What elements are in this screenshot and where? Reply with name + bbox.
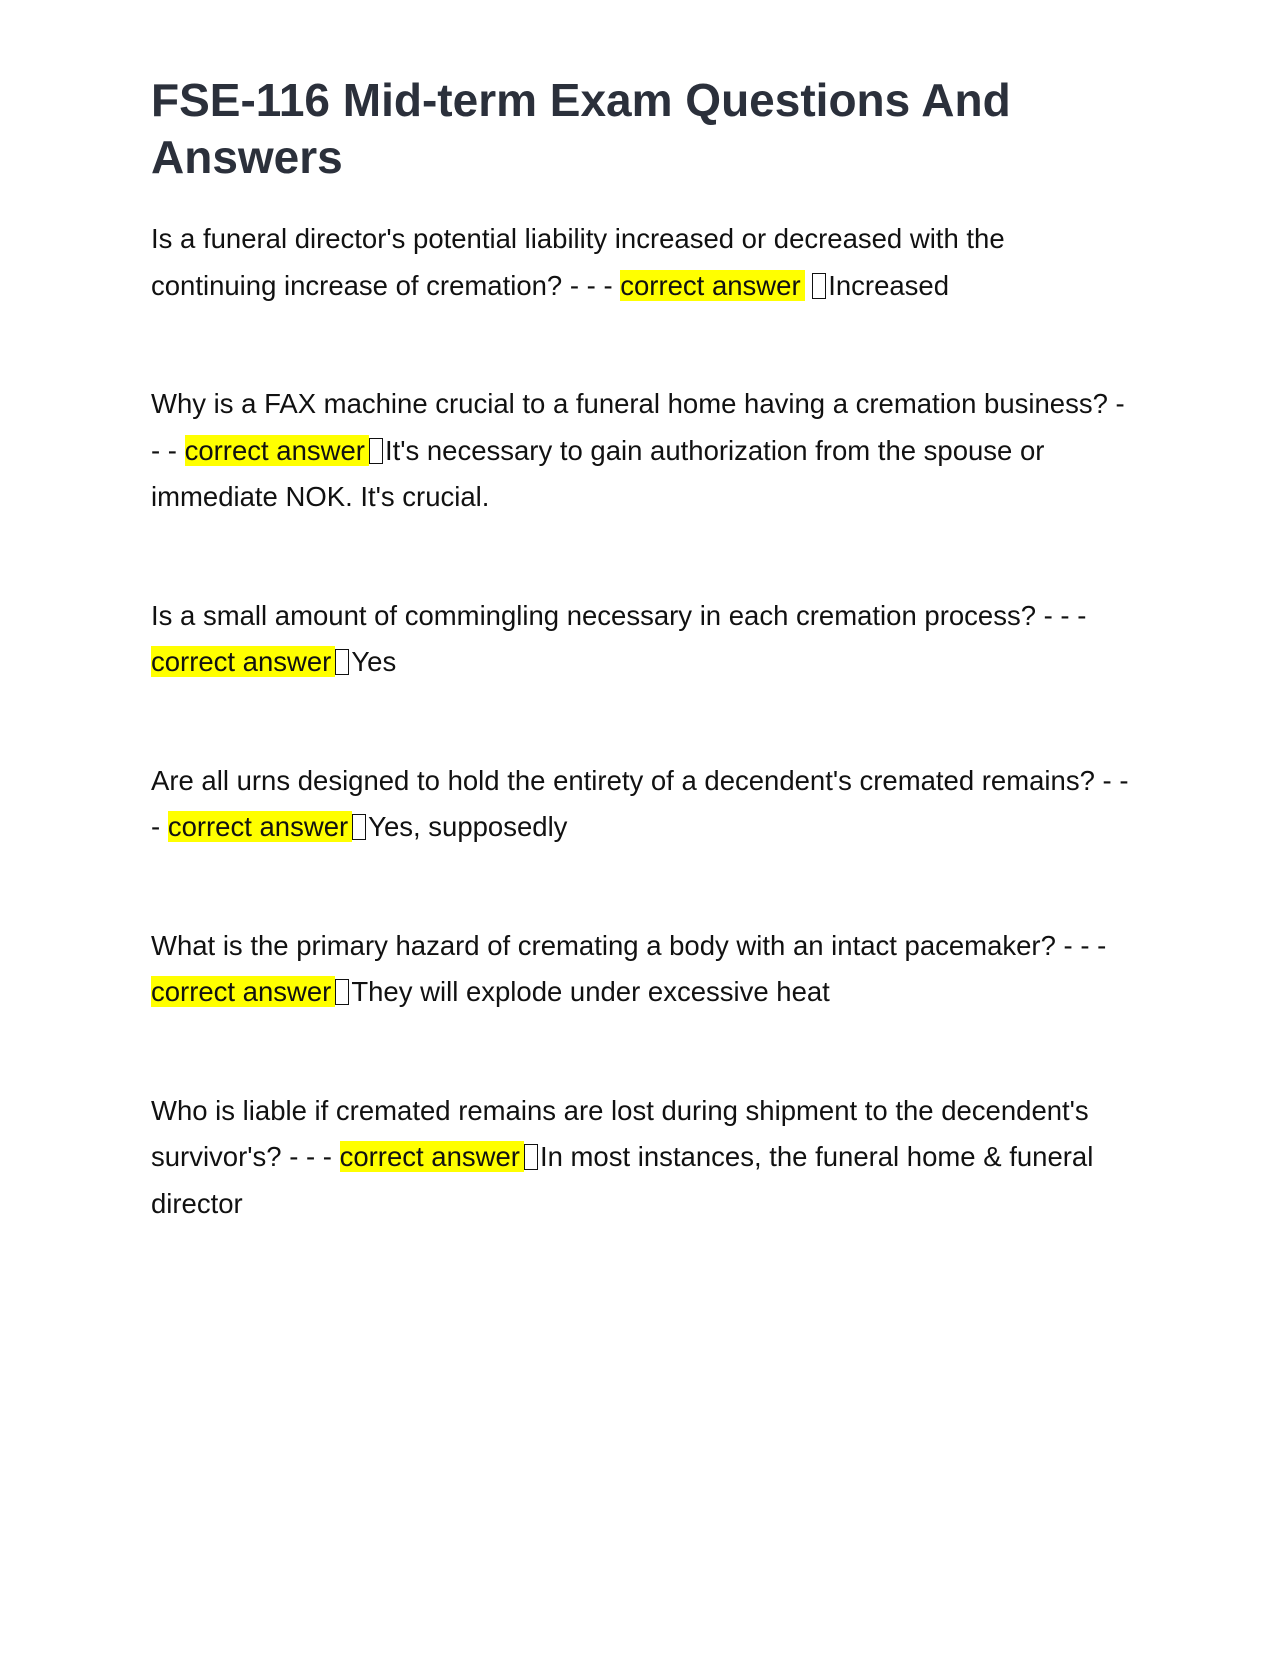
document-title: FSE-116 Mid-term Exam Questions And Answers — [151, 74, 1011, 183]
missing-glyph-icon — [335, 979, 349, 1005]
question-text: Who is liable if cremated remains are lost during shipment to the decendent's survivor's? — [151, 1094, 1089, 1172]
qa-item — [151, 758, 1136, 851]
qa-item — [151, 381, 1136, 521]
qa-item — [151, 216, 1136, 309]
separator: - - - — [151, 388, 1125, 466]
separator: - - - — [151, 764, 1129, 842]
separator: - - - — [562, 269, 621, 301]
separator: - - - — [1035, 599, 1087, 631]
answer-text: It's necessary to gain authorization from the spouse or immediate NOK. It's crucial. — [151, 434, 1045, 512]
correct-answer-highlight: correct answer — [185, 435, 369, 466]
qa-item — [151, 923, 1136, 1016]
answer-text: Yes, supposedly — [368, 811, 568, 842]
question-text: Why is a FAX machine crucial to a funeral home having a cremation business? — [151, 388, 1108, 419]
question-text: What is the primary hazard of cremating a body with an intact pacemaker? — [151, 929, 1056, 961]
correct-answer-highlight: correct answer — [151, 646, 335, 677]
correct-answer-highlight: correct answer — [168, 811, 352, 842]
qa-list — [151, 216, 1136, 1227]
question-text: Is a funeral director's potential liability increased or decreased with the continuing increase of cremation? — [151, 223, 1005, 301]
answer-text: Yes — [351, 646, 397, 677]
missing-glyph-icon — [369, 438, 383, 464]
separator: - - - — [281, 1141, 340, 1172]
missing-glyph-icon — [335, 649, 349, 675]
question-text: Are all urns designed to hold the entirety of a decendent's cremated remains? — [151, 764, 1095, 796]
answer-text: In most instances, the funeral home & funeral director — [151, 1141, 1094, 1219]
separator: - - - — [1055, 929, 1107, 961]
missing-glyph-icon — [812, 273, 826, 299]
correct-answer-highlight: correct answer — [620, 270, 804, 301]
missing-glyph-icon — [352, 814, 366, 840]
document-page — [151, 72, 1136, 1299]
qa-item — [151, 593, 1136, 686]
missing-glyph-icon — [524, 1144, 538, 1170]
qa-item — [151, 1088, 1136, 1228]
answer-text: They will explode under excessive heat — [351, 976, 830, 1007]
correct-answer-highlight: correct answer — [340, 1141, 524, 1172]
correct-answer-highlight: correct answer — [151, 976, 335, 1007]
answer-text: Increased — [828, 269, 950, 301]
question-text: Is a small amount of commingling necessary in each cremation process? — [151, 599, 1036, 631]
